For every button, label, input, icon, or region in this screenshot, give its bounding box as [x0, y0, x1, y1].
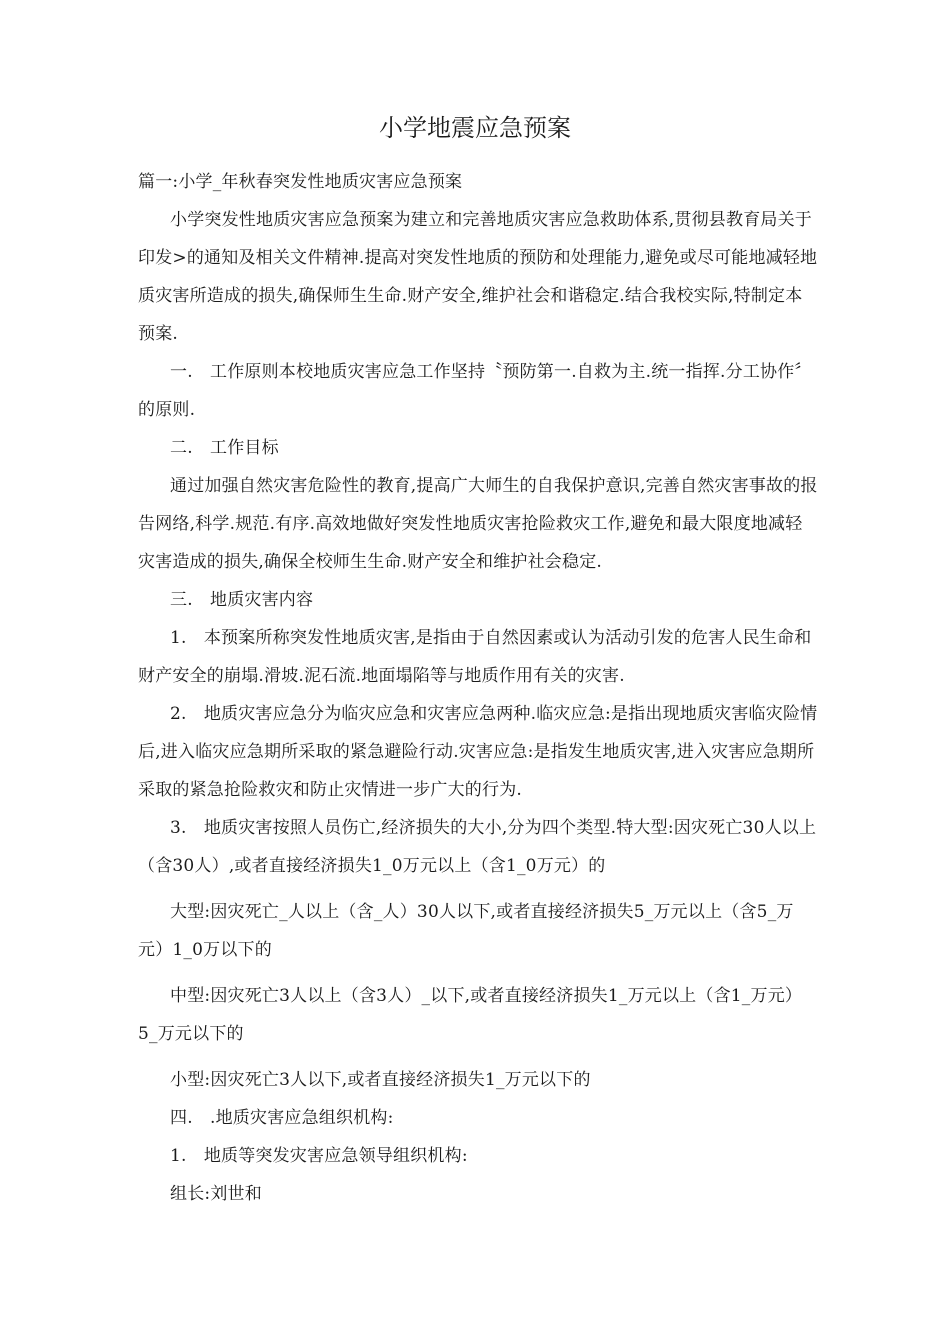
document-body: [138, 163, 818, 1213]
paragraph-item-1: 1. 本预案所称突发性地质灾害,是指由于自然因素或认为活动引发的危害人民生命和财产安全的崩塌.滑坡.泥石流.地面塌陷等与地质作用有关的灾害.: [138, 628, 812, 686]
document-title: 小学地震应急预案: [379, 114, 571, 142]
heading-content: 三. 地质灾害内容: [170, 590, 314, 610]
paragraph-large-type: 大型:因灾死亡_人以上（含_人）30人以下,或者直接经济损失5_万元以上（含5_万元）1_0万以下的: [138, 902, 794, 960]
paragraph-item-3: 3. 地质灾害按照人员伤亡,经济损失的大小,分为四个类型.特大型:因灾死亡30人以上（含30人）,或者直接经济损失1_0万元以上（含1_0万元）的: [138, 818, 817, 876]
document-subtitle: 篇一:小学_年秋春突发性地质灾害应急预案: [138, 172, 463, 192]
paragraph-leader: 组长:刘世和: [170, 1184, 262, 1204]
paragraph-leadership: 1. 地质等突发灾害应急领导组织机构:: [170, 1146, 468, 1166]
paragraph-item-2: 2. 地质灾害应急分为临灾应急和灾害应急两种.临灾应急:是指出现地质灾害临灾险情后,进入临灾应急期所采取的紧急避险行动.灾害应急:是指发生地质灾害,进入灾害应急期所采取的紧急抢险救灾和防止灾情进一步广大的行为.: [138, 704, 818, 800]
paragraph-intro: 小学突发性地质灾害应急预案为建立和完善地质灾害应急救助体系,贯彻县教育局关于印发>的通知及相关文件精神.提高对突发性地质的预防和处理能力,避免或尽可能地减轻地质灾害所造成的损失,确保师生生命.财产安全,维护社会和谐稳定.结合我校实际,特制定本预案.: [138, 210, 818, 344]
paragraph-principle: 一. 工作原则本校地质灾害应急工作坚持〝预防第一.自救为主.统一指挥.分工协作〞的原则.: [138, 362, 812, 420]
paragraph-small-type: 小型:因灾死亡3人以下,或者直接经济损失1_万元以下的: [170, 1070, 591, 1090]
heading-organization: 四. .地质灾害应急组织机构:: [170, 1108, 394, 1128]
paragraph-goal: 通过加强自然灾害危险性的教育,提高广大师生的自我保护意识,完善自然灾害事故的报告网络,科学.规范.有序.高效地做好突发性地质灾害抢险救灾工作,避免和最大限度地减轻灾害造成的损失,确保全校师生生命.财产安全和维护社会稳定.: [138, 476, 818, 572]
paragraph-medium-type: 中型:因灾死亡3人以上（含3人）_以下,或者直接经济损失1_万元以上（含1_万元）5_万元以下的: [138, 986, 803, 1044]
heading-goal: 二. 工作目标: [170, 438, 279, 458]
